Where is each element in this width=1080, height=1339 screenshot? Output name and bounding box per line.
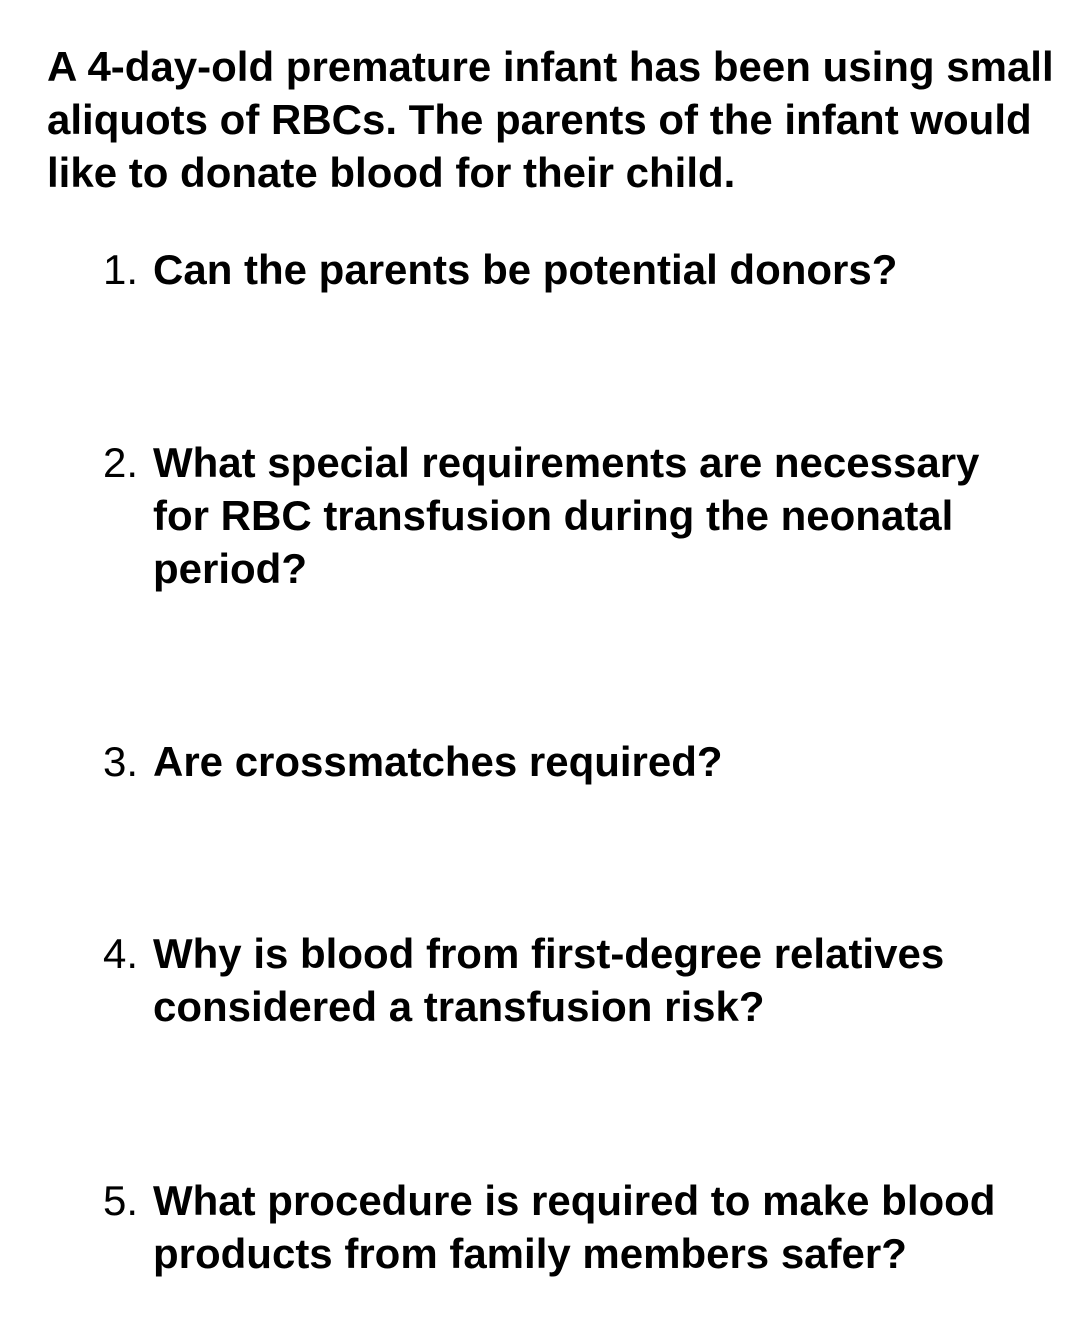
question-4 — [103, 927, 1043, 1033]
question-number: 1. — [103, 246, 139, 293]
question-number: 5. — [103, 1177, 139, 1224]
question-text: Can the parents be potential donors? — [153, 246, 898, 293]
question-text: Why is blood from first-degree relatives considered a transfusion risk? — [153, 930, 945, 1030]
question-number: 2. — [103, 439, 139, 486]
question-text: What special requirements are necessary for RBC transfusion during the neonatal period? — [153, 439, 980, 592]
question-text: Are crossmatches required? — [153, 738, 723, 785]
question-3 — [103, 735, 1043, 788]
case-intro: A 4-day-old premature infant has been using small aliquots of RBCs. The parents of the infant would like to donate blood for their child. — [47, 43, 1054, 196]
question-1 — [103, 243, 1043, 296]
question-number: 4. — [103, 930, 139, 977]
question-2 — [103, 436, 1043, 595]
question-number: 3. — [103, 738, 139, 785]
question-5 — [103, 1174, 1043, 1280]
question-text: What procedure is required to make blood products from family members safer? — [153, 1177, 996, 1277]
